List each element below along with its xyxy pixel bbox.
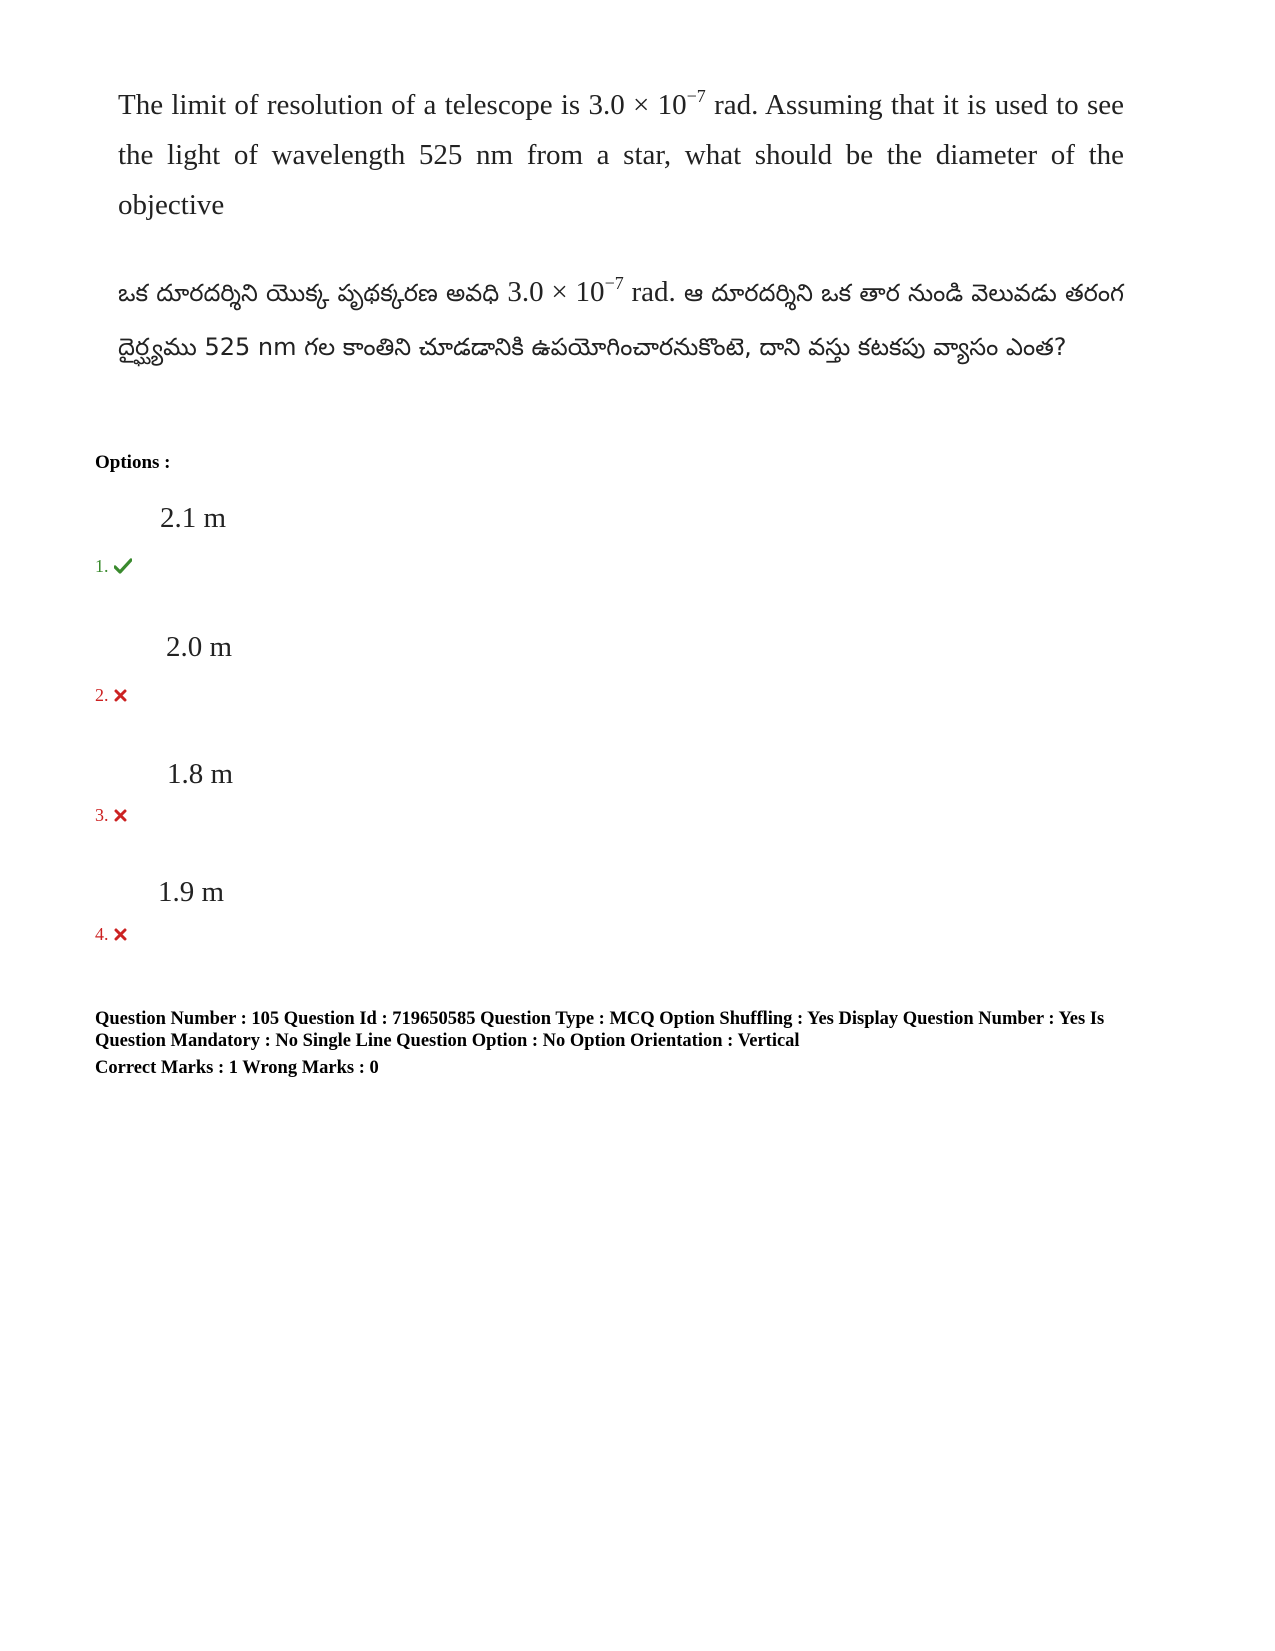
cross-icon xyxy=(114,928,127,941)
question-telugu-math xyxy=(507,273,676,308)
question-meta-line-2: Question Mandatory : No Single Line Question Option : No Option Orientation : Vertical xyxy=(95,1031,800,1051)
question-telugu-math-suffix: rad. xyxy=(623,276,676,308)
question-telugu-prefix: ఒక దూరదర్శిని యొక్క పృథక్కరణ అవధి xyxy=(118,279,508,307)
option-4-number: 4. xyxy=(95,924,109,944)
option-1-marker xyxy=(95,556,132,576)
question-meta-line-1: Question Number : 105 Question Id : 719650585 Question Type : MCQ Option Shuffling : Yes Display Question Number : Yes Is xyxy=(95,1009,1105,1029)
option-1-value[interactable]: 2.1 m xyxy=(160,502,227,534)
option-4-marker xyxy=(95,924,127,944)
option-4-value[interactable]: 1.9 m xyxy=(158,876,225,908)
options-label: Options : xyxy=(95,452,171,473)
question-telugu-math-prefix: 3.0 × 10 xyxy=(507,276,605,308)
question-telugu-exponent: −7 xyxy=(604,273,624,293)
question-english-prefix: The limit of resolution of a telescope is 3.0 × 10 xyxy=(118,89,687,121)
cross-icon xyxy=(114,689,127,702)
cross-icon xyxy=(114,809,127,822)
question-english-suffix: rad. Assuming that it is used to see the light of wavelength 525 nm from a star, what should be the diameter of the objective xyxy=(118,89,1124,221)
question-telugu-suffix: ఆ దూరదర్శిని ఒక తార నుండి వెలువడు తరంగ దైర్ఘ్యము 525 nm గల కాంతిని చూడడానికి ఉపయోగించారనుకొంటె, దాని వస్తు కటకపు వ్యాసం ఎంత? xyxy=(118,279,1125,361)
option-2-value[interactable]: 2.0 m xyxy=(166,631,233,663)
question-english-exponent: −7 xyxy=(686,86,706,106)
question-text-telugu xyxy=(118,265,1124,374)
option-2-marker xyxy=(95,685,127,705)
option-1-number: 1. xyxy=(95,556,109,576)
option-3-number: 3. xyxy=(95,805,109,825)
check-icon xyxy=(114,558,132,574)
question-text-english xyxy=(118,80,1124,230)
question-marks: Correct Marks : 1 Wrong Marks : 0 xyxy=(95,1058,379,1078)
option-2-number: 2. xyxy=(95,685,109,705)
option-3-value[interactable]: 1.8 m xyxy=(167,758,234,790)
option-3-marker xyxy=(95,805,127,825)
